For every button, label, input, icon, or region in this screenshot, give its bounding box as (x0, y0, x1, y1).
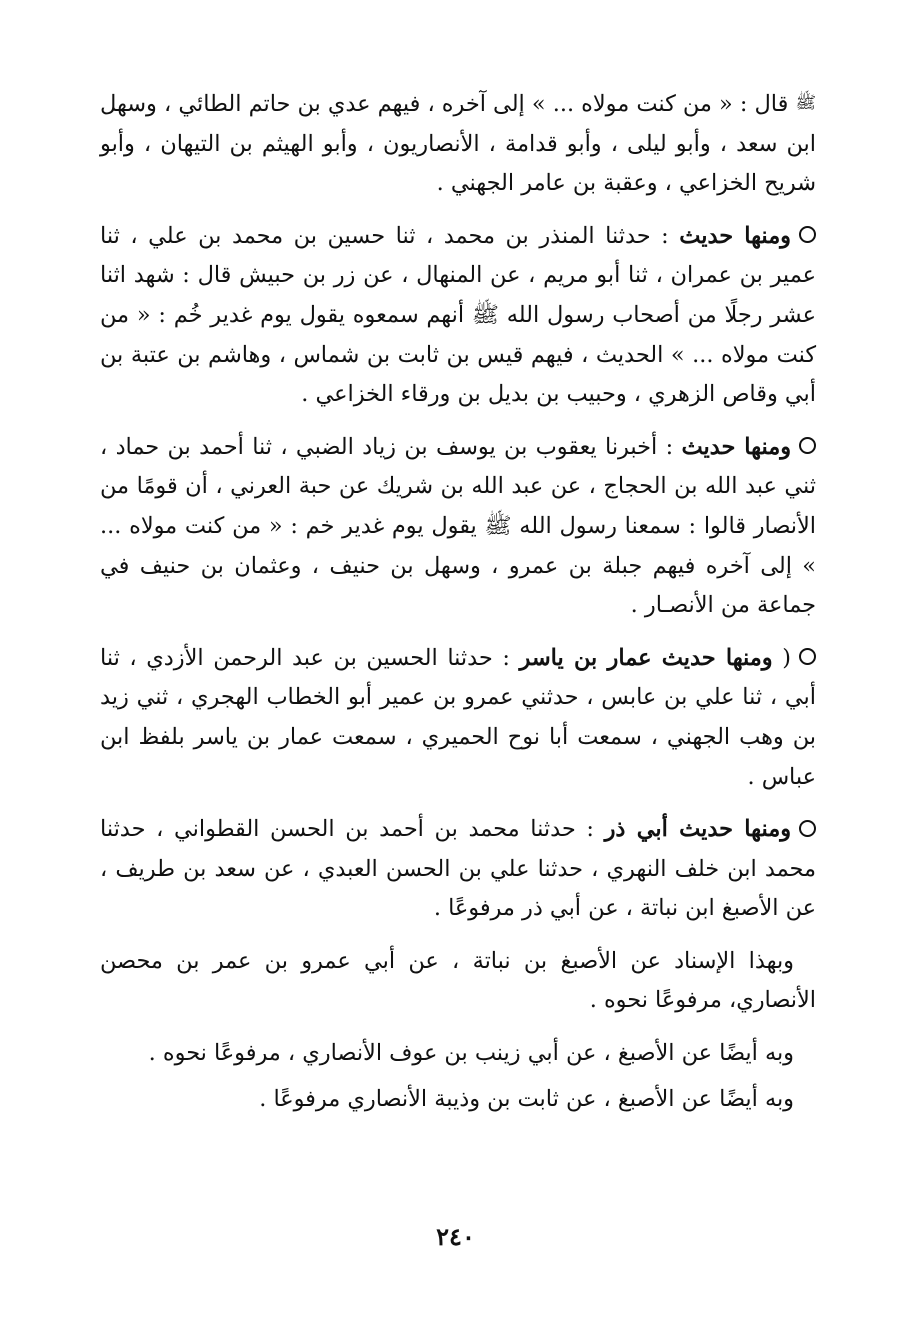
paragraph-heading: ومنها حديث (681, 433, 792, 460)
paragraph-1 (100, 84, 816, 204)
paragraph-7 (100, 1034, 816, 1074)
paragraph-text: : حدثنا الحسين بن عبد الرحمن الأزدي ، ثنا أبي ، ثنا علي بن عابس ، حدثني عمرو بن عمير أبو الخطاب الهجري ، ثني زيد بن وهب الجهني ، سمعت أبا نوح الحميري ، سمعت عمار بن ياسر بلفظ ابن عباس . (100, 644, 816, 790)
paragraph-prefix: ( (782, 644, 791, 671)
paragraph-heading: ومنها حديث عمار بن ياسر (519, 644, 773, 671)
paragraph-4 (100, 639, 816, 797)
paragraph-6 (100, 942, 816, 1021)
circle-bullet-icon (799, 820, 816, 837)
circle-bullet-icon (799, 226, 816, 243)
circle-bullet-icon (799, 648, 816, 665)
page-body (100, 84, 816, 1132)
paragraph-text: وبه أيضًا عن الأصبغ ، عن أبي زينب بن عوف الأنصاري ، مرفوعًا نحوه . (148, 1040, 794, 1067)
paragraph-text: وبه أيضًا عن الأصبغ ، عن ثابت بن وذيبة الأنصاري مرفوعًا . (259, 1085, 794, 1112)
paragraph-5 (100, 810, 816, 929)
salutation-glyph: ﷺ (795, 93, 816, 113)
paragraph-text: : أخبرنا يعقوب بن يوسف بن زياد الضبي ، ثنا أحمد بن حماد ، ثني عبد الله بن الحجاج ، عن عبد الله بن شريك عن حبة العرني ، أن قومًا من الأنصار قالوا : سمعنا رسول الله ﷺ يقول يوم غدير خم : « من كنت مولاه ... » إلى آخره فيهم جبلة بن عمرو ، وسهل بن حنيف ، وعثمان بن حنيف في جماعة من الأنصـار . (100, 433, 816, 619)
paragraph-text: : حدثنا المنذر بن محمد ، ثنا حسين بن محمد بن علي ، ثنا عمير بن عمران ، ثنا أبو مريم ، عن المنهال ، عن زر بن حبيش قال : شهد اثنا عشر رجلًا من أصحاب رسول الله ﷺ أنهم سمعوه يقول يوم غدير خُم : « من كنت مولاه ... » الحديث ، فيهم قيس بن ثابت بن شماس ، وهاشم بن عتبة بن أبي وقاص الزهري ، وحبيب بن بديل بن ورقاء الخزاعي . (100, 222, 816, 408)
paragraph-text: وبهذا الإسناد عن الأصبغ بن نباتة ، عن أبي عمرو بن عمر بن محصن الأنصاري، مرفوعًا نحوه . (100, 947, 816, 1014)
paragraph-heading: ومنها حديث (679, 222, 791, 249)
paragraph-heading: ومنها حديث أبي ذر (604, 816, 792, 843)
paragraph-text: : حدثنا محمد بن أحمد بن الحسن القطواني ، حدثنا محمد ابن خلف النهري ، حدثنا علي بن الحسن العبدي ، عن سعد بن طريف ، عن الأصبغ ابن نباتة ، عن أبي ذر مرفوعًا . (100, 816, 816, 922)
circle-bullet-icon (799, 437, 816, 454)
page-number: ٢٤٠ (436, 1222, 475, 1251)
paragraph-2 (100, 217, 816, 415)
paragraph-text: قال : « من كنت مولاه ... » إلى آخره ، فيهم عدي بن حاتم الطائي ، وسهل ابن سعد ، وأبو ليلى ، وأبو قدامة ، الأنصاريون ، وأبو الهيثم بن التيهان ، وأبو شريح الخزاعي ، وعقبة بن عامر الجهني . (100, 91, 816, 197)
paragraph-8 (100, 1080, 816, 1120)
paragraph-3 (100, 428, 816, 626)
